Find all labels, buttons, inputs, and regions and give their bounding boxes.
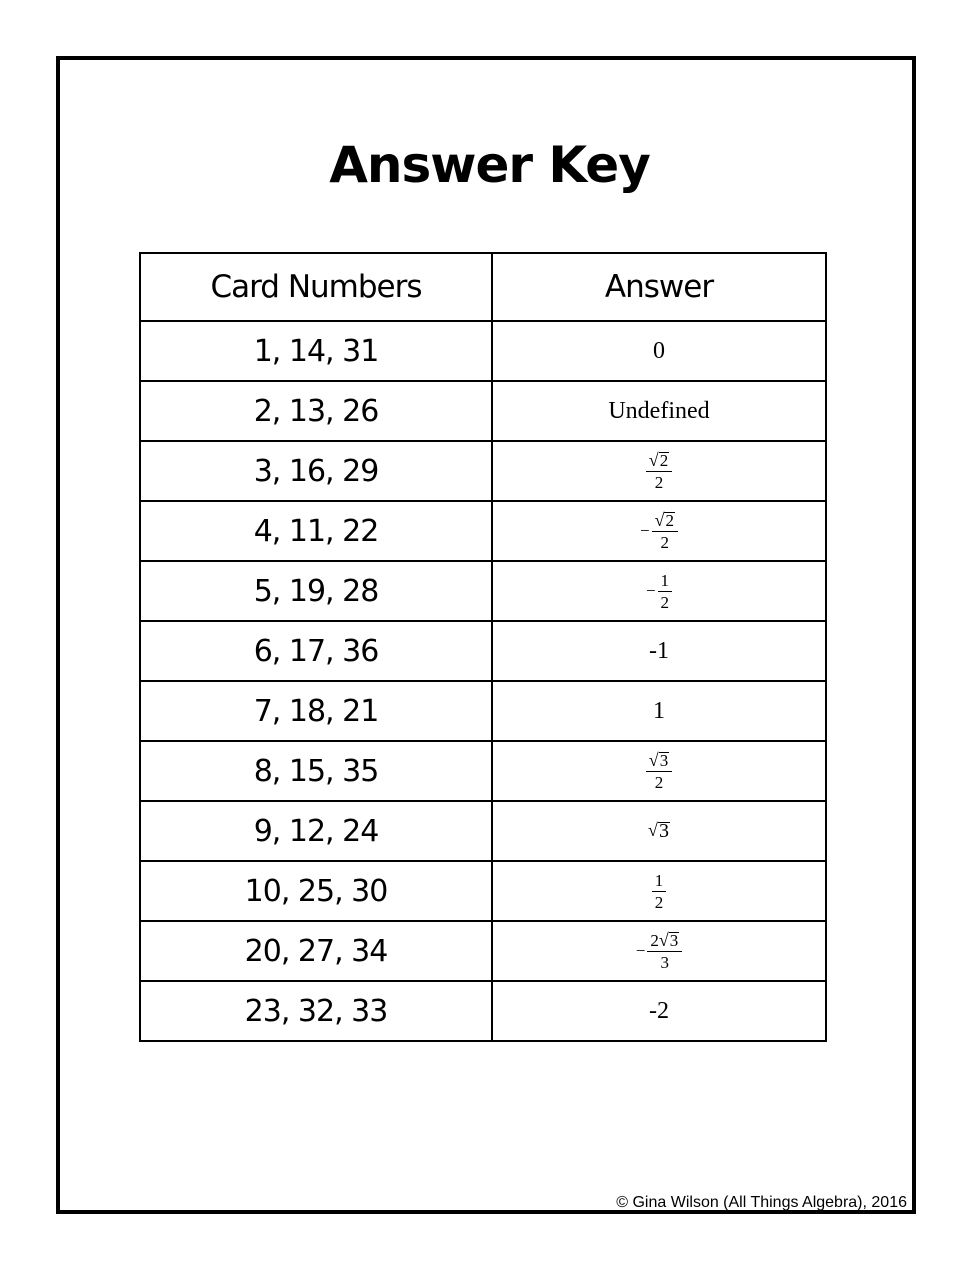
card-numbers-cell: 5, 19, 28 [140, 561, 492, 621]
table-row [140, 681, 826, 741]
fraction: √ 2 2 [646, 450, 672, 493]
answer-cell: Undefined [492, 381, 826, 441]
square-root: √ 3 [648, 820, 669, 842]
table-row [140, 441, 826, 501]
table-row [140, 321, 826, 381]
fraction: − 2 √ 3 3 [636, 930, 682, 973]
answer-cell [492, 501, 826, 561]
card-numbers-cell: 9, 12, 24 [140, 801, 492, 861]
card-numbers-cell: 3, 16, 29 [140, 441, 492, 501]
table-row [140, 621, 826, 681]
answer-cell [492, 801, 826, 861]
copyright-footer: © Gina Wilson (All Things Algebra), 2016 [616, 1194, 907, 1211]
answer-cell: -2 [492, 981, 826, 1041]
table-header-row [140, 253, 826, 321]
answer-cell [492, 861, 826, 921]
card-numbers-cell: 6, 17, 36 [140, 621, 492, 681]
answer-cell [492, 441, 826, 501]
card-numbers-cell: 8, 15, 35 [140, 741, 492, 801]
card-numbers-cell: 20, 27, 34 [140, 921, 492, 981]
answer-cell [492, 921, 826, 981]
answer-cell [492, 741, 826, 801]
fraction: $\frac{1}{2}$ [652, 870, 667, 913]
table-row [140, 801, 826, 861]
table-row [140, 561, 826, 621]
page-title: Answer Key [329, 136, 650, 194]
answer-cell: -1 [492, 621, 826, 681]
table-row [140, 921, 826, 981]
answer-cell: 1 [492, 681, 826, 741]
answer-cell: 0 [492, 321, 826, 381]
table-row [140, 981, 826, 1041]
fraction: √ 3 2 [646, 750, 672, 793]
card-numbers-cell: 2, 13, 26 [140, 381, 492, 441]
card-numbers-cell: 7, 18, 21 [140, 681, 492, 741]
card-numbers-cell: 10, 25, 30 [140, 861, 492, 921]
answer-cell [492, 561, 826, 621]
card-numbers-cell: 4, 11, 22 [140, 501, 492, 561]
column-header-answer: Answer [492, 253, 826, 321]
fraction: − $\frac{1}{2}$ [646, 570, 672, 613]
column-header-card-numbers: Card Numbers [140, 253, 492, 321]
table-row [140, 741, 826, 801]
card-numbers-cell: 23, 32, 33 [140, 981, 492, 1041]
table-row [140, 381, 826, 441]
card-numbers-cell: 1, 14, 31 [140, 321, 492, 381]
fraction: − √ 2 2 [640, 510, 678, 553]
table-row [140, 861, 826, 921]
answer-key-table [139, 252, 827, 1042]
table-row [140, 501, 826, 561]
